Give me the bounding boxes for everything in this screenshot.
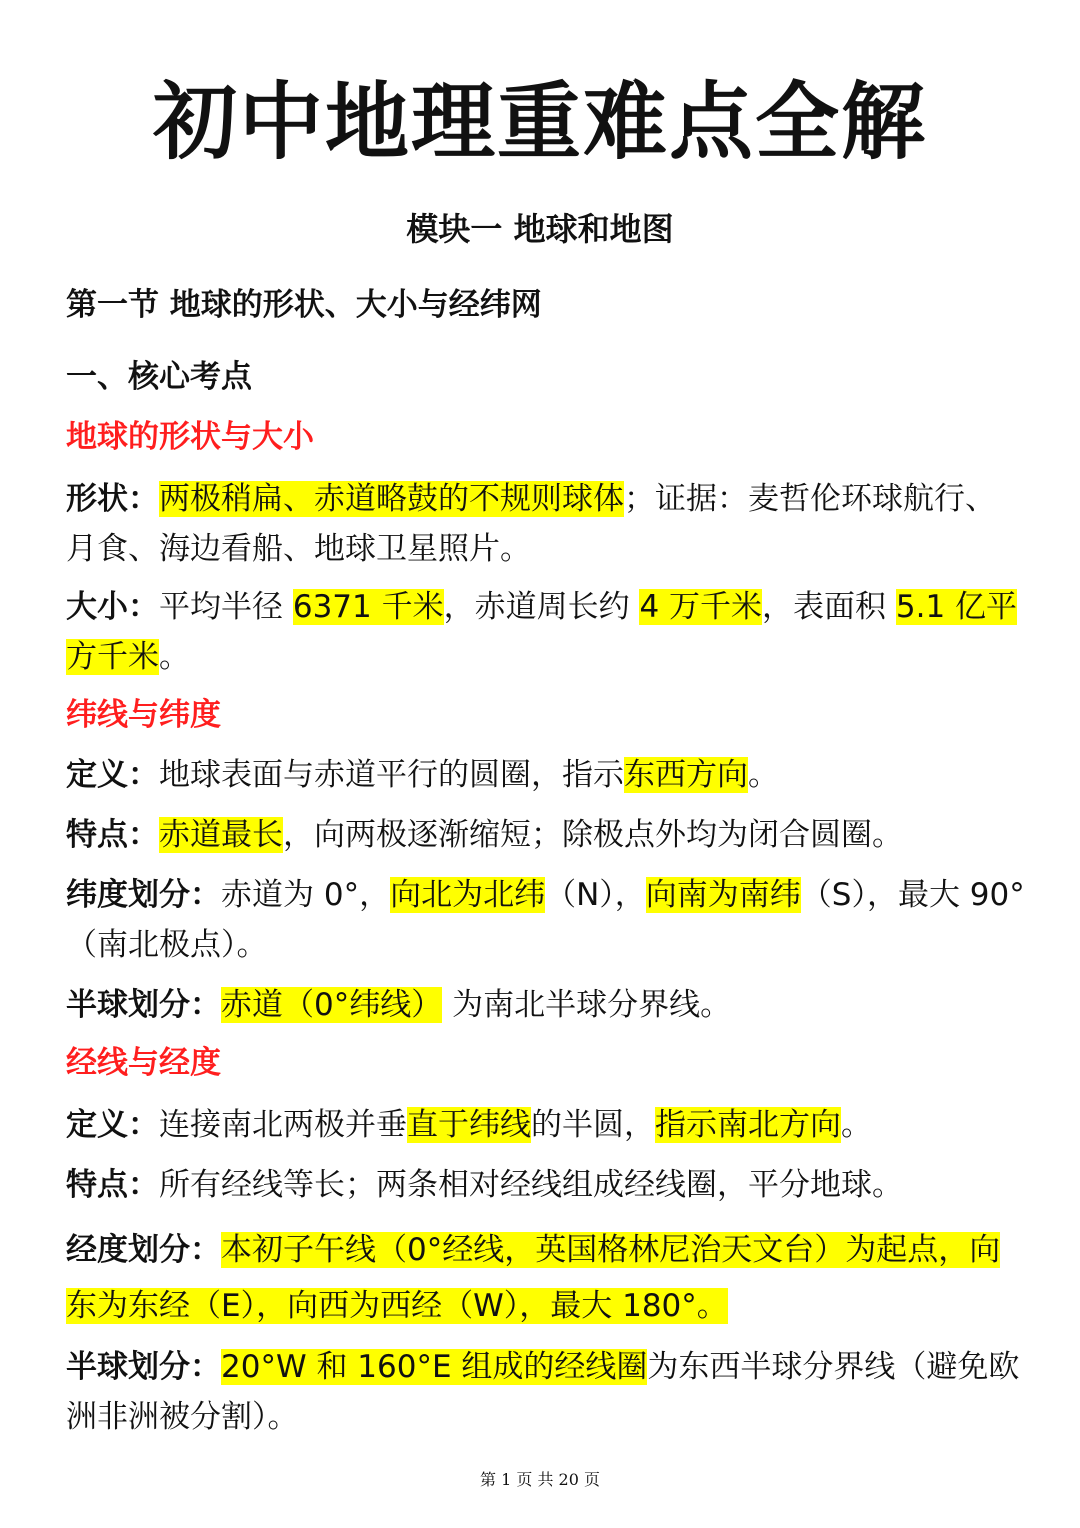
shape-label: 形状： bbox=[66, 481, 159, 517]
longitude-definition-text-2: 的半圆， bbox=[531, 1107, 655, 1143]
latitude-division-text-3: （S），最大 90°（南北极点）。 bbox=[66, 877, 1025, 963]
page-footer: 第 1 页 共 20 页 bbox=[480, 1470, 600, 1489]
shape-paragraph bbox=[66, 474, 1026, 574]
latitude-definition-text-1: 地球表面与赤道平行的圆圈，指示 bbox=[159, 757, 624, 793]
equator-divider-highlight: 赤道（0°纬线） bbox=[221, 987, 443, 1023]
size-text-2: ，赤道周长约 bbox=[443, 589, 640, 625]
size-text-1: 平均半径 bbox=[159, 589, 293, 625]
latitude-division bbox=[66, 870, 1026, 970]
longitude-feature-text: 所有经线等长；两条相对经线组成经线圈，平分地球。 bbox=[159, 1167, 903, 1203]
page-title: 初中地理重难点全解 bbox=[152, 73, 927, 171]
south-latitude-highlight: 向南为南纬 bbox=[645, 877, 801, 913]
longitude-hemisphere bbox=[66, 1342, 1026, 1442]
latitude-hemisphere bbox=[66, 980, 1026, 1030]
longitude-division bbox=[66, 1222, 1026, 1334]
area-highlight: 5.1 亿平方千米 bbox=[66, 589, 1018, 675]
module-heading: 模块一 地球和地图 bbox=[406, 210, 674, 248]
latitude-feature-label: 特点： bbox=[66, 817, 159, 853]
size-text-4: 。 bbox=[159, 639, 190, 675]
size-paragraph bbox=[66, 582, 1026, 682]
latitude-division-label: 纬度划分： bbox=[66, 877, 221, 913]
size-label: 大小： bbox=[66, 589, 159, 625]
latitude-hemisphere-label: 半球划分： bbox=[66, 987, 221, 1023]
core-points-heading: 一、核心考点 bbox=[66, 359, 252, 395]
longitude-feature-label: 特点： bbox=[66, 1167, 159, 1203]
shape-size-heading: 地球的形状与大小 bbox=[66, 419, 314, 455]
shape-highlight: 两极稍扁、赤道略鼓的不规则球体 bbox=[159, 481, 624, 517]
equator-longest-highlight: 赤道最长 bbox=[159, 817, 283, 853]
section-heading: 第一节 地球的形状、大小与经纬网 bbox=[66, 287, 542, 323]
longitude-definition-text-3: 。 bbox=[841, 1107, 872, 1143]
longitude-definition bbox=[66, 1100, 1026, 1150]
radius-highlight: 6371 千米 bbox=[292, 589, 444, 625]
east-west-highlight: 东西方向 bbox=[624, 757, 748, 793]
longitude-feature bbox=[66, 1160, 1026, 1210]
latitude-feature-text: ，向两极逐渐缩短；除极点外均为闭合圆圈。 bbox=[283, 817, 903, 853]
latitude-heading: 纬线与纬度 bbox=[66, 697, 221, 733]
longitude-hemisphere-label: 半球划分： bbox=[66, 1349, 221, 1385]
circumference-highlight: 4 万千米 bbox=[639, 589, 763, 625]
meridian-circle-highlight: 20°W 和 160°E 组成的经线圈 bbox=[221, 1349, 648, 1385]
longitude-definition-text-1: 连接南北两极并垂 bbox=[159, 1107, 407, 1143]
latitude-feature bbox=[66, 810, 1026, 860]
longitude-hemisphere-text: 为东西半球分界线（避免欧洲非洲被分割）。 bbox=[66, 1349, 1020, 1435]
longitude-division-label: 经度划分： bbox=[66, 1232, 221, 1268]
latitude-definition bbox=[66, 750, 1026, 800]
longitude-definition-label: 定义： bbox=[66, 1107, 159, 1143]
latitude-division-text-1: 赤道为 0°， bbox=[221, 877, 391, 913]
size-text-3: ，表面积 bbox=[762, 589, 896, 625]
longitude-heading: 经线与经度 bbox=[66, 1045, 221, 1081]
latitude-definition-label: 定义： bbox=[66, 757, 159, 793]
north-south-highlight: 指示南北方向 bbox=[655, 1107, 841, 1143]
latitude-hemisphere-text: 为南北半球分界线。 bbox=[442, 987, 732, 1023]
latitude-definition-text-2: 。 bbox=[748, 757, 779, 793]
prime-meridian-highlight: 本初子午线（0°经线，英国格林尼治天文台）为起点，向东为东经（E），向西为西经（W），最大 180°。 bbox=[66, 1232, 1001, 1324]
shape-evidence-text: ；证据：麦哲伦环球航行、月食、海边看船、地球卫星照片。 bbox=[66, 481, 996, 567]
north-latitude-highlight: 向北为北纬 bbox=[390, 877, 546, 913]
perpendicular-highlight: 直于纬线 bbox=[407, 1107, 531, 1143]
latitude-division-text-2: （N）， bbox=[545, 877, 646, 913]
